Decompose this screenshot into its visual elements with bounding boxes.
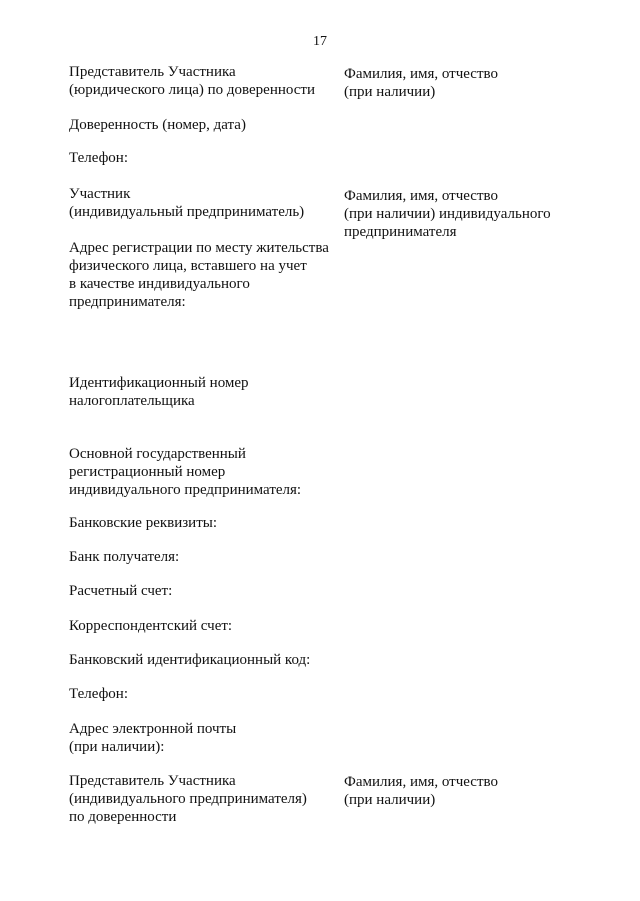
power-of-attorney-label: Доверенность (номер, дата) xyxy=(69,117,246,133)
ie-representative-label: Представитель Участника (индивидуального предпринимателя) по доверенности xyxy=(69,773,307,825)
ie-phone-label: Телефон: xyxy=(69,686,128,702)
registration-address-label: Адрес регистрации по месту жительства физического лица, вставшего на учет в качестве индивидуального предпринимателя: xyxy=(69,240,329,310)
legal-entity-representative-fio-label: Фамилия, имя, отчество (при наличии) xyxy=(344,66,498,100)
inn-label: Идентификационный номер налогоплательщика xyxy=(69,375,249,409)
participant-ie-fio-label: Фамилия, имя, отчество (при наличии) индивидуального предпринимателя xyxy=(344,188,551,240)
correspondent-account-label: Корреспондентский счет: xyxy=(69,618,233,634)
ie-representative-fio-label: Фамилия, имя, отчество (при наличии) xyxy=(344,774,498,808)
participant-ie-label: Участник (индивидуальный предприниматель) xyxy=(69,186,305,220)
email-label: Адрес электронной почты (при наличии): xyxy=(69,721,237,755)
page-number: 17 xyxy=(313,34,327,49)
bank-details-label: Банковские реквизиты: xyxy=(69,515,218,531)
bic-label: Банковский идентификационный код: xyxy=(69,652,311,668)
beneficiary-bank-label: Банк получателя: xyxy=(69,549,180,565)
legal-entity-phone-label: Телефон: xyxy=(69,150,128,166)
ogrnip-label: Основной государственный регистрационный номер индивидуального предпринимателя: xyxy=(69,446,302,498)
settlement-account-label: Расчетный счет: xyxy=(69,583,173,599)
legal-entity-representative-label: Представитель Участника (юридического лица) по доверенности xyxy=(69,64,316,98)
